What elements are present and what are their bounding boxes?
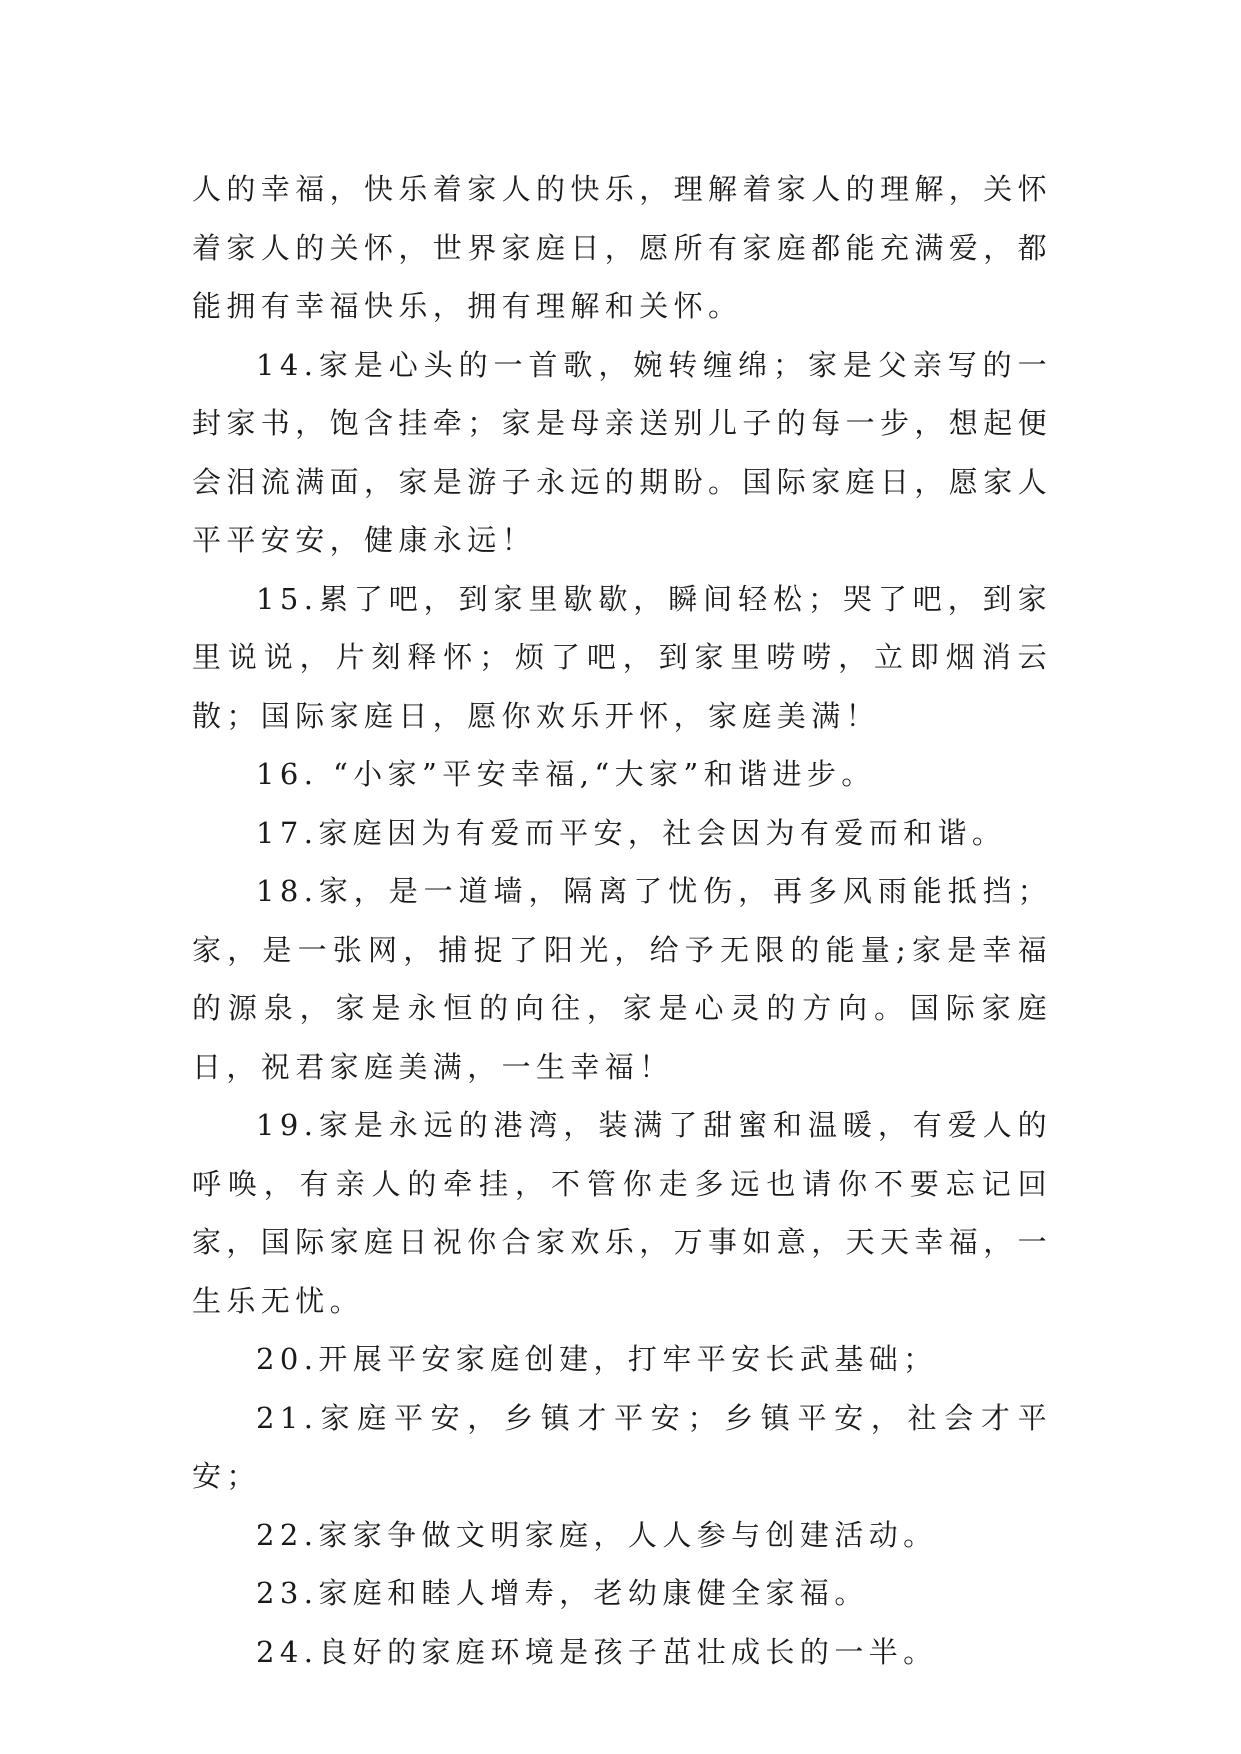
paragraph-19: 19.家是永远的港湾，装满了甜蜜和温暖，有爱人的呼唤，有亲人的牵挂，不管你走多远也请你不要忘记回家，国际家庭日祝你合家欢乐，万事如意，天天幸福，一生乐无忧。 xyxy=(192,1108,1053,1318)
paragraph-24: 24.良好的家庭环境是孩子茁壮成长的一半。 xyxy=(256,1634,938,1669)
paragraph-13-continued: 人的幸福，快乐着家人的快乐，理解着家人的理解，关怀着家人的关怀，世界家庭日，愿所有家庭都能充满爱，都能拥有幸福快乐，拥有理解和关怀。 xyxy=(192,172,1053,323)
paragraph-22: 22.家家争做文明家庭，人人参与创建活动。 xyxy=(256,1517,938,1552)
paragraph-21: 21.家庭平安，乡镇才平安；乡镇平安，社会才平安； xyxy=(192,1400,1052,1493)
paragraph-15: 15.累了吧，到家里歇歇，瞬间轻松；哭了吧，到家里说说，片刻释怀；烦了吧，到家里唠唠，立即烟消云散；国际家庭日，愿你欢乐开怀，家庭美满！ xyxy=(192,581,1052,733)
document-body xyxy=(192,160,1052,1681)
paragraph-14: 14.家是心头的一首歌，婉转缠绵；家是父亲写的一封家书，饱含挂牵；家是母亲送别儿子的每一步，想起便会泪流满面，家是游子永远的期盼。国际家庭日，愿家人平平安安，健康永远！ xyxy=(192,347,1053,557)
paragraph-23: 23.家庭和睦人增寿，老幼康健全家福。 xyxy=(256,1576,869,1610)
paragraph-18: 18.家，是一道墙，隔离了忧伤，再多风雨能抵挡；家，是一张网，捕捉了阳光，给予无限的能量;家是幸福的源泉，家是永恒的向往，家是心灵的方向。国际家庭日，祝君家庭美满，一生幸福！ xyxy=(192,874,1052,1084)
paragraph-20: 20.开展平安家庭创建，打牢平安长武基础； xyxy=(256,1342,938,1376)
paragraph-16: 16. “小家”平安幸福,“大家”和谐进步。 xyxy=(256,757,876,791)
paragraph-17: 17.家庭因为有爱而平安，社会因为有爱而和谐。 xyxy=(256,815,1007,850)
